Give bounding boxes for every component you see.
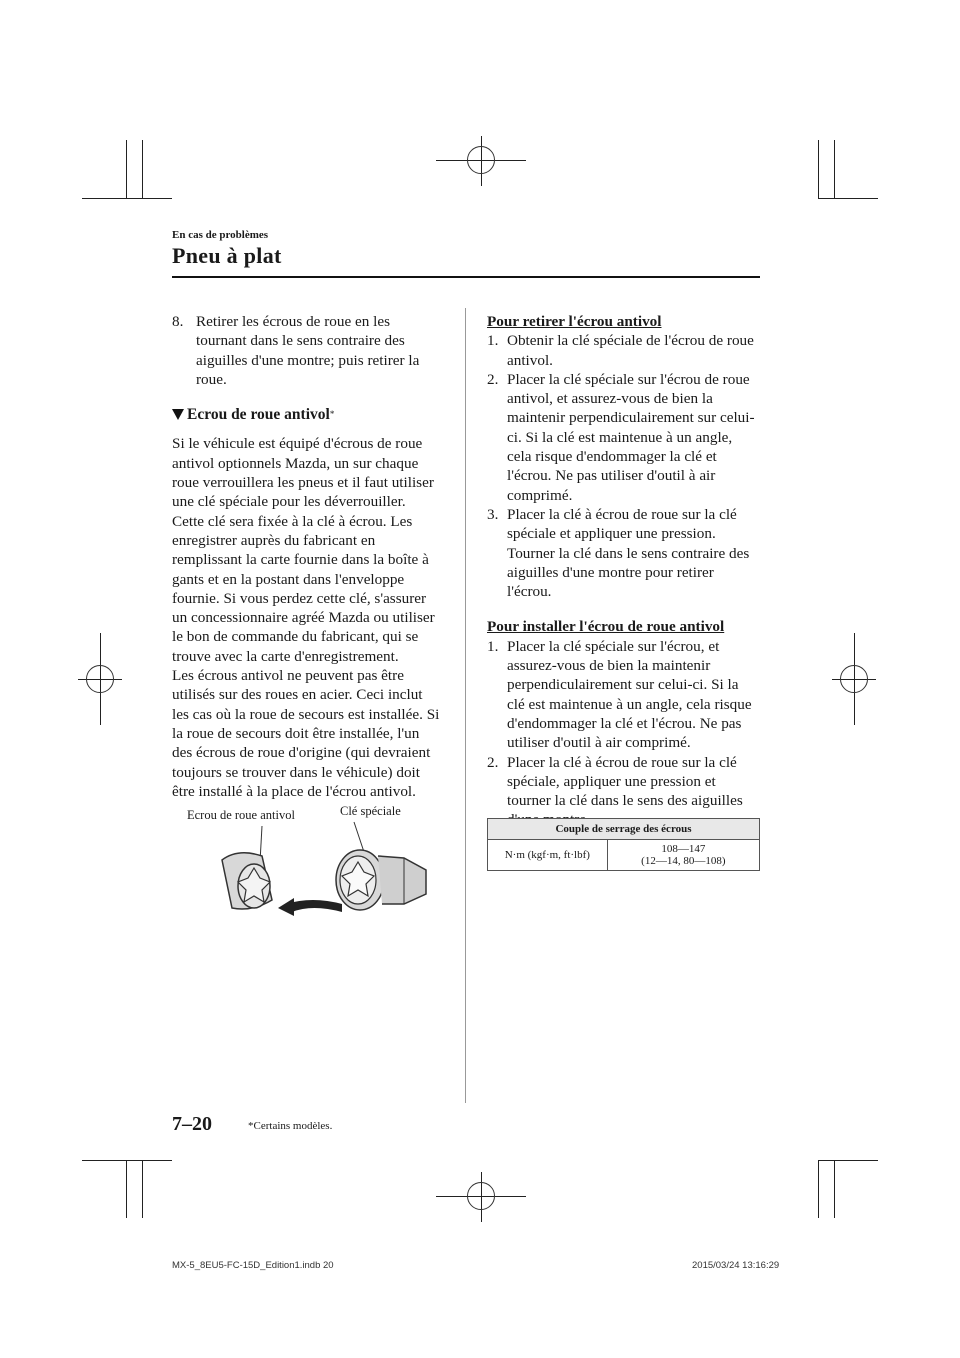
step-text: Retirer les écrous de roue en les tournant dans le sens contraire des aiguilles d'une montre; puis retirer la roue. [196,313,420,388]
print-date-info: 2015/03/24 13:16:29 [692,1260,780,1271]
step-8 [172,312,440,389]
lock-nut-and-key-illustration [182,800,442,920]
paragraph-steel-wheels: Les écrous antivol ne peuvent pas être utilisés sur des roues en acier. Ceci inclut les cas où la roue de secours est installée. Si la roue de secours doit être installée, l'un des écrous de roue d'origine (qui devraient toujours se trouver dans le véhicule) doit être installé à la place de l'écrou antivol. [172,667,440,800]
lug-nut-figure [182,800,442,920]
label-special-key: Clé spéciale [340,804,401,818]
triangle-down-icon [172,409,184,420]
step-text: Placer la clé spéciale sur l'écrou, et assurez-vous de bien la maintenir perpendiculairement sur celui-ci. Si la clé est maintenue à un angle, cela risque d'endommager la clé et l'écrou. Ne pas utiliser d'outil à air comprimé. [507,637,752,752]
install-step-1 [487,637,759,753]
torque-table-header: Couple de serrage des écrous [488,819,760,840]
section-label: En cas de problèmes [172,229,269,241]
remove-step-2 [487,370,759,505]
footnote: *Certains modèles. [248,1120,333,1132]
remove-step-3 [487,505,759,601]
subsection-heading [172,405,440,424]
print-file-info: MX-5_8EU5-FC-15D_Edition1.indb 20 [172,1260,334,1271]
step-number: 2. [487,753,499,771]
torque-value-nm: 108—147 [661,843,706,855]
step-number: 1. [487,637,499,655]
step-number: 3. [487,505,499,523]
torque-table [487,818,760,871]
page-number: 7–20 [172,1113,212,1135]
model-footnote-mark: * [329,409,335,420]
header-rule [172,276,760,278]
right-column [487,312,759,830]
step-number: 2. [487,370,499,388]
step-number: 8. [172,313,184,330]
column-divider [465,308,466,1103]
step-number: 1. [487,332,499,350]
torque-value-alt: (12—14, 80—108) [641,855,726,867]
install-heading: Pour installer l'écrou de roue antivol [487,618,725,636]
step-text: Obtenir la clé spéciale de l'écrou de roue antivol. [507,332,754,369]
step-text: Placer la clé spéciale sur l'écrou de roue antivol, et assurez-vous de bien la maintenir perpendiculairement sur celui-ci. Si la clé est maintenue à un angle, cela risque d'endommager la clé et l'écrou. Ne pas utiliser d'outil à air comprimé. [507,370,755,504]
subsection-title: Ecrou de roue antivol [187,406,330,424]
paragraph-registration: Si le véhicule est équipé d'écrous de roue antivol optionnels Mazda, un sur chaque roue verrouillera les pneus et il faut utiliser une clé spéciale pour les déverrouiller. Cette clé sera fixée à la clé à écrou. Les enregistrer auprès du fabricant en remplissant la carte fournie dans la boîte à gants et en la postant dans l'enveloppe fournie. Si vous perdez cette clé, s'assurer un concessionnaire agréé Mazda ou utiliser le bon de commande du fabricant, qui se trouve avec la carte d'enregistrement. [172,435,435,665]
left-column [172,312,440,801]
step-text: Placer la clé à écrou de roue sur la clé spéciale et appliquer une pression. Tourner la clé dans le sens contraire des aiguilles d'une montre pour retirer l'écrou. [507,505,750,601]
remove-heading: Pour retirer l'écrou antivol [487,313,662,330]
step-text: Placer la clé à écrou de roue sur la clé spéciale, appliquer une pression et tourner la clé dans le sens des aiguilles [507,753,743,810]
torque-value [607,840,759,871]
label-lock-nut: Ecrou de roue antivol [187,808,295,822]
remove-step-1 [487,331,759,370]
page-title: Pneu à plat [172,243,282,268]
torque-unit: N·m (kgf·m, ft·lbf) [488,840,608,871]
